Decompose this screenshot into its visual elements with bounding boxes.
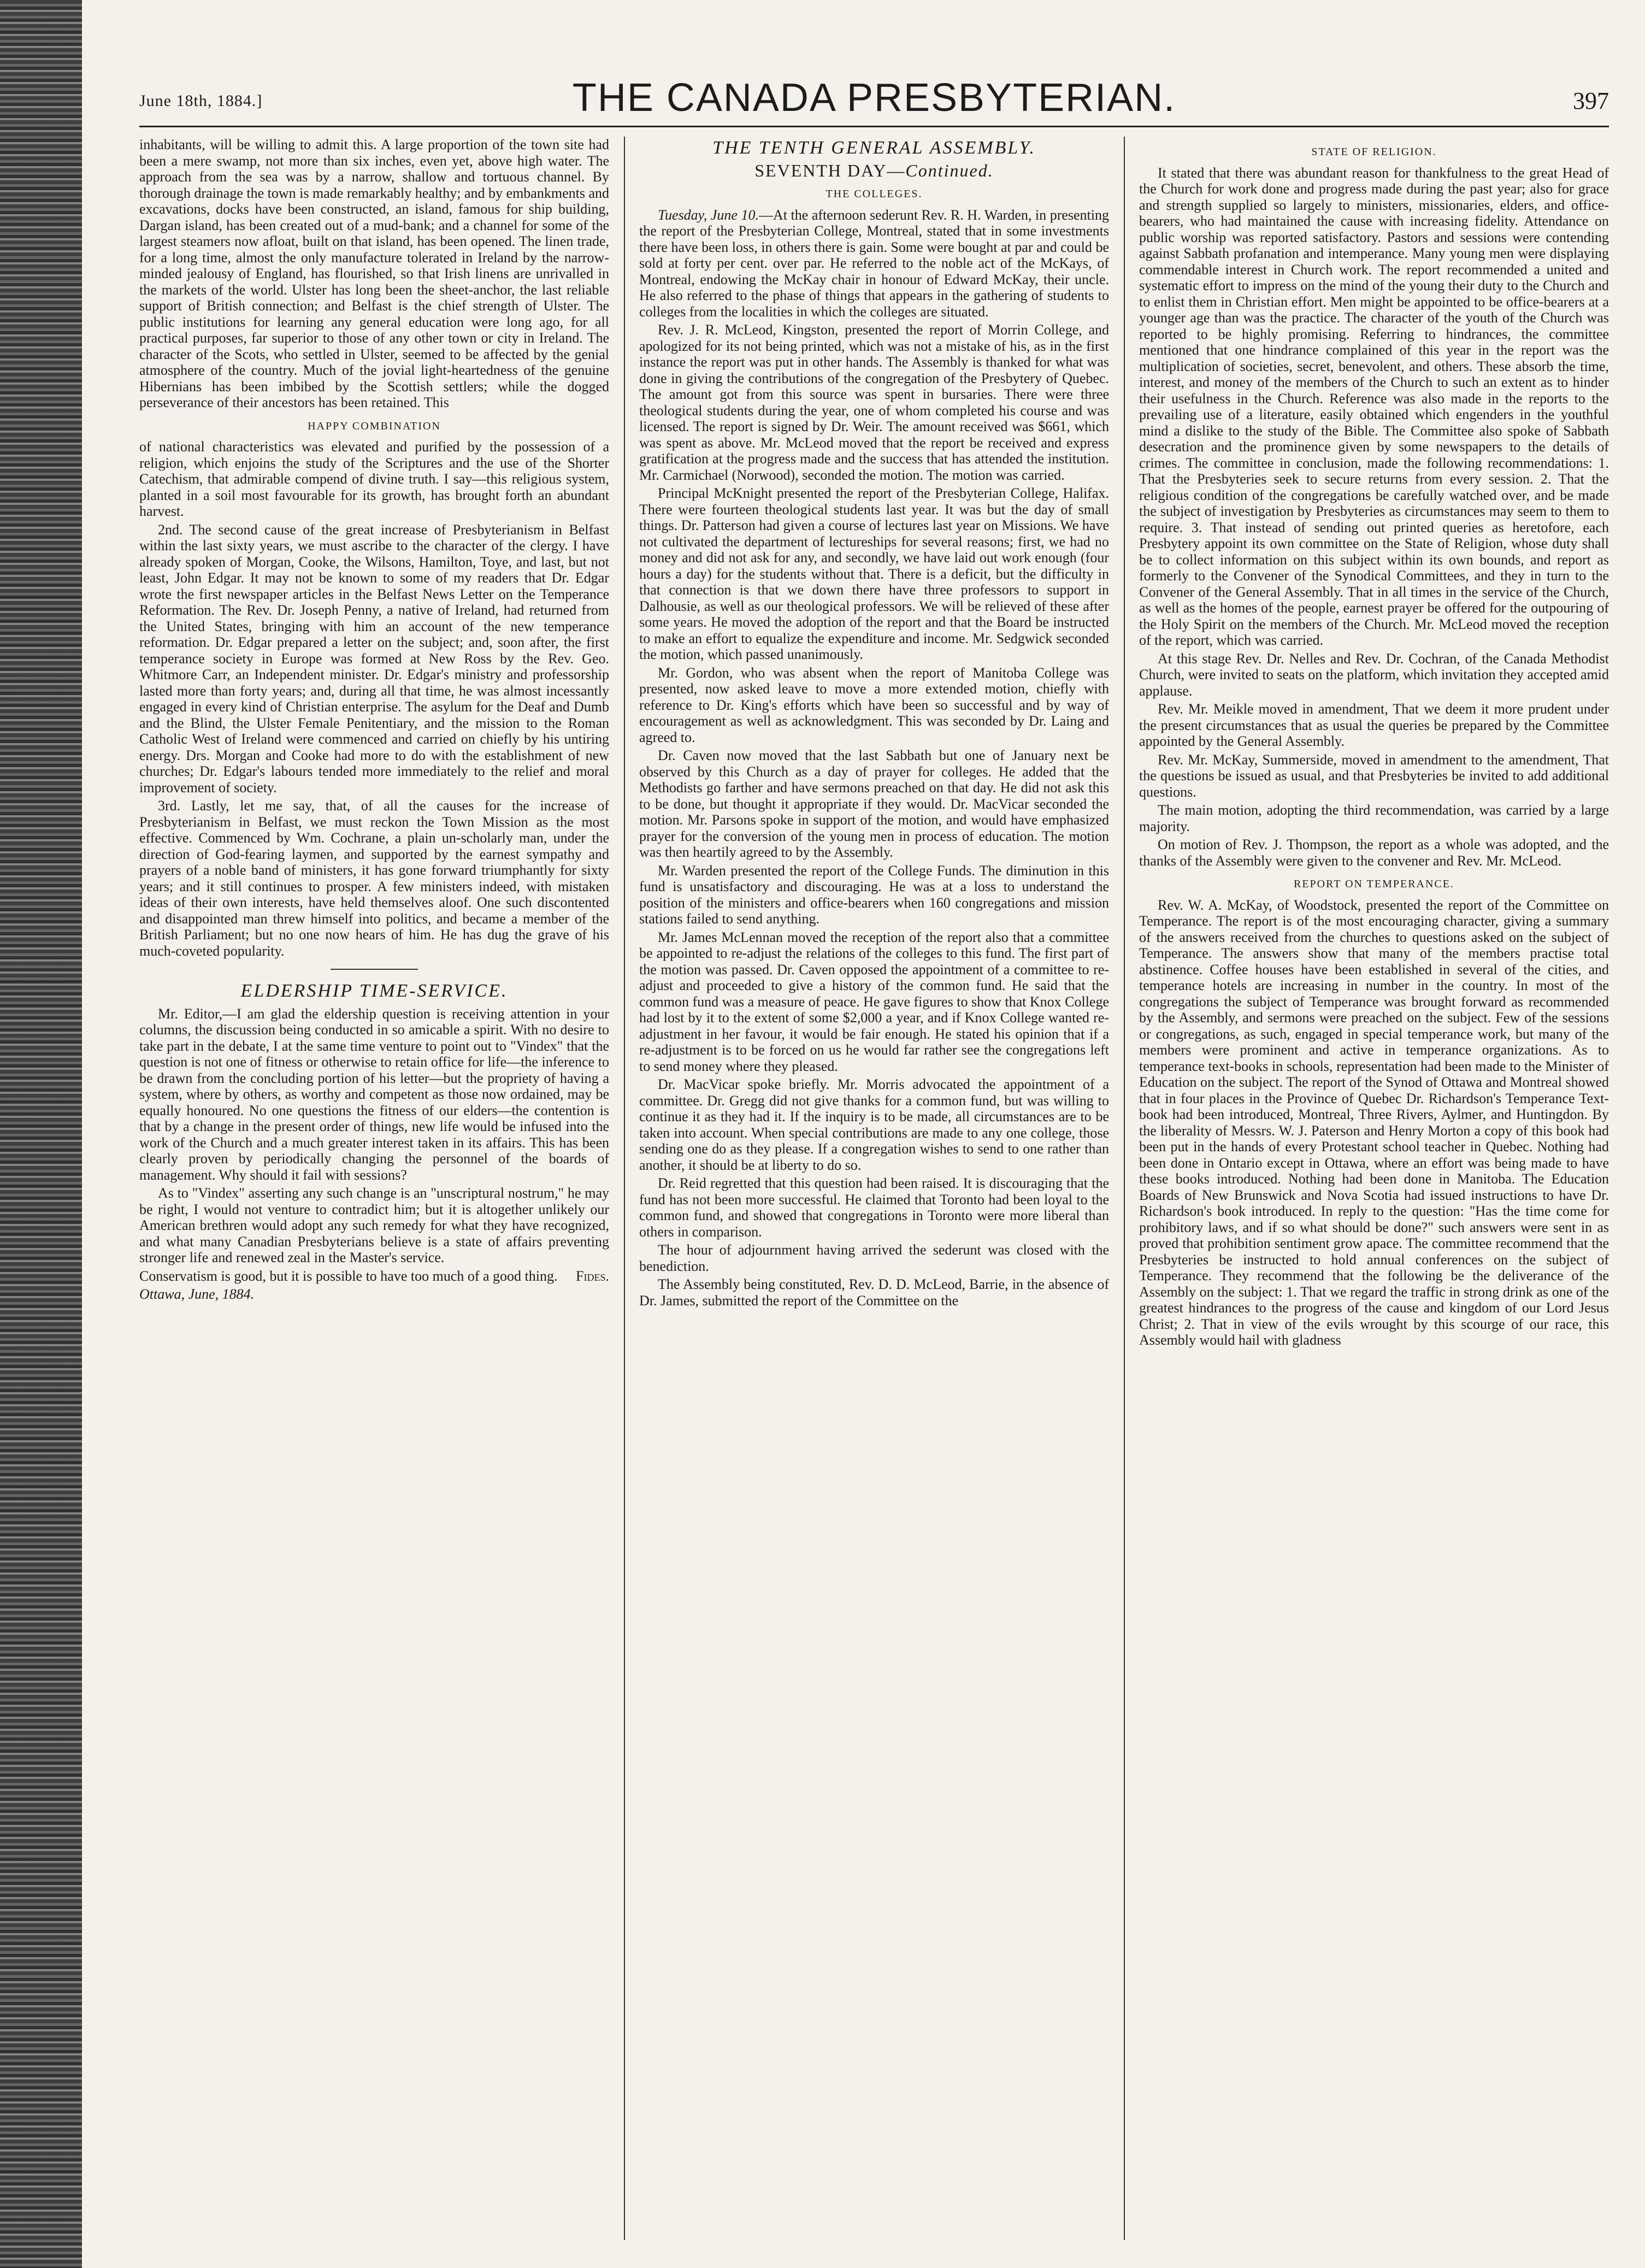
body-paragraph: Mr. Editor,—I am glad the eldership question is receiving attention in your columns, the discussion being conducted in so amicable a spirit. With no desire to take part in the debate, I at the same time venture to point out to "Vindex" that the question is not one of fitness or otherwise to retain office for life—the inference to be drawn from the concluding portion of his letter—but the propriety of having a system, where by others, as worthy and competent as those now ordained, may be equally honoured. No one questions the fitness of our elders—the contention is that by a change in the present order of things, new life would be infused into the work of the Church and a much greater interest taken in its affairs. This has been clearly proven by periodically changing the personnel of the boards of management. Why should it fail with sessions? [139,1005,609,1183]
article-columns [139,137,1609,2240]
day-continued: Continued. [905,160,994,180]
body-paragraph: Mr. Warden presented the report of the College Funds. The diminution in this fund is unsatisfactory and discouraging. He was at a loss to understand the position of the ministers and office-bearers when 160 congregations and mission stations failed to send anything. [639,862,1109,927]
newspaper-page [139,60,1609,2240]
dateline-lead: Tuesday, June 10. [658,207,759,223]
body-paragraph: Rev. Mr. McKay, Summerside, moved in amendment to the amendment, That the questions be issued as usual, and that Presbyteries be invited to add additional questions. [1139,751,1609,800]
paragraph-text: —At the afternoon sederunt Rev. R. H. Warden, in presenting the report of the Presbyterian College, Montreal, stated that in some investments there have been loss, in others there is gain. Some were bought at par and could be sold at forty per cent. over par. He referred to the noble act of the McKays, of Montreal, endowing the McKay chair in honour of Edward McKay, their uncle. He also referred to the phase of things that appears in the gathering of students to colleges from the localities in which the colleges are situated. [639,207,1109,320]
page-number: 397 [1573,87,1609,114]
column-rule [1124,137,1125,2240]
body-paragraph [639,207,1109,320]
signature: Fides. [576,1268,609,1284]
section-subheading: REPORT ON TEMPERANCE. [1294,878,1454,890]
section-subheading: STATE OF RELIGION. [1311,146,1437,158]
body-paragraph: It stated that there was abundant reason for thankfulness to the great Head of the Church for work done and progress made during the past year; also for grace and strength supplied so largely to ministers, missionaries, elders, and office-bearers, who had maintained the cause with increasing fidelity. Attendance on public worship was reported satisfactory. Pastors and sessions were contending against Sabbath profanation and intemperance. Many young men were displaying commendable interest in Church work. The report recommended a united and systematic effort to impress on the mind of the young their duty to the Church and to enlist them in Christian effort. Men might be appointed to be office-bearers at a younger age than was the practice. The character of the youth of the Church was reported to be highly promising. Referring to hindrances, the committee mentioned that one hindrance complained of this year in the report was the multiplication of societies, secret, benevolent, and others. These absorb the time, interest, and money of the members of the Church to such an extent as to hinder their usefulness in the Church. Reference was also made in the reports to the prevailing use of a literature, easily obtained which engenders in the youthful mind a dislike to the study of the Bible. The Committee also spoke of Sabbath desecration and the prominence given by some newspapers to the details of crimes. The committee in conclusion, made the following recommendations: 1. That the Presbyteries seek to secure returns from every session. 2. That the religious condition of the congregations be carefully watched over, and be made the subject of investigation by Presbyteries as circumstances may seem to them to require. 3. That instead of sending out printed queries as heretofore, each Presbytery appoint its own committee on the State of Religion, whose duty shall be to collect information on this subject within its own bounds, and report as formerly to the Convener of the Synodical Committees, and they in turn to the Convener of the General Assembly. That in all times in the service of the Church, as well as the homes of the people, earnest prayer be offered for the outpouring of the Holy Spirit on the members of the Church. Mr. McLeod moved the reception of the report, which was carried. [1139,164,1609,648]
book-binding-edge [0,0,82,2268]
column-2 [639,137,1109,2240]
issue-date: June 18th, 1884.] [139,92,263,110]
body-paragraph: Dr. Reid regretted that this question had been raised. It is discouraging that the fund has not been more successful. He claimed that Toronto had been loyal to the common fund, and showed that congregations in Toronto were more liberal than others in comparison. [639,1175,1109,1240]
body-paragraph: The main motion, adopting the third recommendation, was carried by a large majority. [1139,802,1609,834]
body-paragraph: 2nd. The second cause of the great increase of Presbyterianism in Belfast within the last sixty years, we must ascribe to the character of the clergy. I have already spoken of Morgan, Cooke, the Wilsons, Hamilton, Toye, and last, but not least, John Edgar. It may not be known to some of my readers that Dr. Edgar wrote the first newspaper articles in the Belfast News Letter on the Temperance Reformation. The Rev. Dr. Joseph Penny, a native of Ireland, had returned from the United States, bringing with him an account of the new temperance reformation. Dr. Edgar prepared a letter on the subject; and, soon after, the first temperance society in Europe was formed at New Ross by the Rev. Geo. Whitmore Carr, an Independent minister. Dr. Edgar's ministry and professorship lasted more than forty years; and, during all that time, he was almost incessantly engaged in every kind of Christian enterprise. The asylum for the Deaf and Dumb and the Blind, the Ulster Female Penitentiary, and the mission to the Roman Catholic West of Ireland were commenced and carried on chiefly by his untiring energy. Drs. Morgan and Cooke had more to do with the establishment of new churches; Dr. Edgar's labours tended more immediately to the relief and moral improvement of society. [139,521,609,796]
body-paragraph: The Assembly being constituted, Rev. D. D. McLeod, Barrie, in the absence of Dr. James, submitted the report of the Committee on the [639,1276,1109,1309]
dateline: Ottawa, June, 1884. [139,1286,255,1302]
column-1 [139,137,609,2240]
body-paragraph: Rev. J. R. McLeod, Kingston, presented the report of Morrin College, and apologized for its not being printed, which was not a mistake of his, as in the first instance the report was put in other hands. The Assembly is thanked for what was done in giving the contributions of the congregation of the Presbytery of Quebec. The amount got from this source was spent in bursaries. There were three theological students during the year, one of whom completed his course and was licensed. The report is signed by Dr. Weir. The amount received was $661, which was spent as above. Mr. McLeod moved that the report be received and express gratification at the progress made and the success that has attended the institution. Mr. Carmichael (Norwood), seconded the motion. The motion was carried. [639,322,1109,483]
body-paragraph: of national characteristics was elevated and purified by the possession of a religion, which enjoins the study of the Scriptures and the use of the Shorter Catechism, that admirable compend of divine truth. I say—this religious system, planted in a soil most favourable for its growth, has brought forth an abundant harvest. [139,439,609,519]
section-subheading: HAPPY COMBINATION [308,420,441,432]
body-paragraph: As to "Vindex" asserting any such change is an "unscriptural nostrum," he may be right, I would not venture to contradict him; but it is altogether unlikely our American brethren would adopt any such remedy for what they have recognized, and what many Canadian Presbyterians believe is a state of affairs preventing stronger life and renewed zeal in the Master's service. [139,1185,609,1265]
article-title: ELDERSHIP TIME-SERVICE. [240,981,508,1001]
body-paragraph: Dr. Caven now moved that the last Sabbath but one of January next be observed by this Church as a day of prayer for colleges. He added that the Methodists go farther and have sermons preached on that day. He did not ask this to be done, but thought it appropriate if they would. Dr. MacVicar seconded the motion. Mr. Parsons spoke in support of the motion, and would have emphasized prayer for the conversion of the young men in process of education. The motion was then heartily agreed to by the Assembly. [639,747,1109,860]
day-label: SEVENTH DAY— [754,160,906,180]
letter-closing [139,1268,609,1285]
body-paragraph: Mr. James McLennan moved the reception of the report also that a committee be appointed to re-adjust the relations of the colleges to this fund. The first part of the motion was passed. Dr. Caven opposed the appointment of a committee to re-adjust and proceeded to give a history of the common fund. He said that the common fund was a measure of peace. He gave figures to show that Knox College had lost by it to the extent of some $2,000 a year, and if Knox College wanted re-adjustment in her favour, it would be fair enough. He stated his opinion that if a re-adjustment is to be forced on us he would far rather see the congregations left to send money where they pleased. [639,929,1109,1074]
section-subheading: THE COLLEGES. [826,188,923,200]
body-paragraph: Rev. Mr. Meikle moved in amendment, That we deem it more prudent under the present circumstances that as usual the queries be prepared by the Committee appointed by the General Assembly. [1139,701,1609,749]
body-paragraph: Dr. MacVicar spoke briefly. Mr. Morris advocated the appointment of a committee. Dr. Gregg did not give thanks for a common fund, but was willing to continue it as they had it. If the inquiry is to be made, all circumstances are to be taken into account. When special contributions are made to any one college, those sending one do as they please. If a congregation wishes to send to one rather than another, it should be at liberty to do so. [639,1076,1109,1173]
masthead-title: THE CANADA PRESBYTERIAN. [572,76,1176,120]
body-paragraph: Principal McKnight presented the report of the Presbyterian College, Halifax. There were fourteen theological students last year. It was but the day of small things. Dr. Patterson had given a course of lectures last year on Missions. We have not cultivated the department of lectureships for several reasons; first, we had no money and did not ask for any, and secondly, we have laid out work enough (four hours a day) for the students without that. There is a deficit, but the difficulty in that connection is that we down there have three professors to support in Dalhousie, as well as our theological professors. We will be relieved of these after some years. He moved the adoption of the report and that the Board be instructed to make an effort to equalize the expenditure and income. Mr. Sedgwick seconded the motion, which passed unanimously. [639,485,1109,662]
body-paragraph: On motion of Rev. J. Thompson, the report as a whole was adopted, and the thanks of the Assembly were given to the convener and Rev. Mr. McLeod. [1139,836,1609,869]
body-paragraph: Mr. Gordon, who was absent when the report of Manitoba College was presented, now asked leave to move a more extended motion, chiefly with reference to Dr. King's efforts which have been so successful and by way of encouragement as well as acknowledgment. This was seconded by Dr. Laing and agreed to. [639,664,1109,745]
body-paragraph: At this stage Rev. Dr. Nelles and Rev. Dr. Cochran, of the Canada Methodist Church, were invited to seats on the platform, which invitation they accepted amid applause. [1139,650,1609,699]
closing-line: Conservatism is good, but it is possible to have too much of a good thing. [139,1268,558,1284]
divider [331,969,418,970]
page-header [139,60,1609,127]
body-paragraph: 3rd. Lastly, let me say, that, of all the causes for the increase of Presbyterianism in Belfast, we must reckon the Town Mission as the most effective. Commenced by Wm. Cochrane, a plain un-scholarly man, under the direction of God-fearing laymen, and supported by the earnest sympathy and prayers of a noble band of ministers, it has gone forward triumphantly for sixty years; and it still continues to prosper. A few ministers indeed, with mistaken ideas of their own interests, have held themselves aloof. One such discontented and disappointed man threw himself into politics, and became a member of the British Parliament; but no one now hears of him. He has dug the grave of his much-coveted popularity. [139,798,609,959]
article-title: THE TENTH GENERAL ASSEMBLY. [712,138,1036,158]
section-heading [639,160,1109,180]
column-3 [1139,137,1609,2240]
body-paragraph: The hour of adjournment having arrived the sederunt was closed with the benediction. [639,1242,1109,1274]
body-paragraph: Rev. W. A. McKay, of Woodstock, presented the report of the Committee on Temperance. The report is of the most encouraging character, giving a summary of the answers received from the churches to questions asked on the subject of Temperance. The answers show that many of the members practise total abstinence. Coffee houses have been established in several of the cities, and temperance hotels are increasing in number in the country. In most of the congregations the subject of Temperance was brought forward as recommended by the Assembly, and sermons were preached on the subject. Few of the sessions or congregations, as such, engaged in special temperance work, but many of the members were prominent and active in temperance organizations. As to temperance text-books in schools, representation had been made to the Minister of Education on the subject. The report of the Synod of Ottawa and Montreal showed that in four places in the Province of Quebec Dr. Richardson's Temperance Text-book had been introduced, Montreal, Three Rivers, Aylmer, and Huntingdon. By the liberality of Messrs. W. J. Paterson and Henry Morton a copy of this book had been put in the hands of every Protestant school teacher in Quebec. Nothing had been done in Ontario except in Ottawa, where an effort was being made to have these books introduced. Nothing had been done in Manitoba. The Education Boards of New Brunswick and Nova Scotia had issued instructions to have Dr. Richardson's book introduced. In reply to the question: "Has the time come for prohibitory laws, and if so what should be done?" such answers were sent in as proved that prohibition sentiment grow apace. The committee recommend that the Presbyteries be instructed to hold annual conferences on the subject of Temperance. They recommend that the following be the deliverance of the Assembly on the subject: 1. That we regard the traffic in strong drink as one of the greatest hindrances to the progress of the cause and kingdom of our Lord Jesus Christ; 2. That in view of the evils wrought by this scourge of our race, this Assembly would hail with gladness [1139,897,1609,1348]
column-rule [624,137,625,2240]
body-paragraph: inhabitants, will be willing to admit this. A large proportion of the town site had been a mere swamp, not more than six inches, even yet, above high water. The approach from the sea was by a narrow, shallow and tortuous channel. By thorough drainage the town is made remarkably healthy; and by embankments and excavations, docks have been constructed, an island, famous for ship building, Dargan island, has been created out of a mud-bank; and a channel for some of the largest steamers now afloat, built on that island, has been opened. The linen trade, for a long time, almost the only manufacture tolerated in Ireland by the narrow-minded jealousy of England, has flourished, so that Irish linens are unrivalled in the markets of the world. Ulster has long been the sheet-anchor, the last reliable support of British connection; and Belfast is the chief strength of Ulster. The public institutions for learning any general education were long ago, for all practical purposes, far superior to those of any other town or city in Ireland. The character of the Scots, who settled in Ulster, seemed to be affected by the genial atmosphere of the country. Much of the jovial light-heartedness of the genuine Hibernians has been imbibed by the Scottish settlers; while the dogged perseverance of their ancestors has been retained. This [139,137,609,410]
